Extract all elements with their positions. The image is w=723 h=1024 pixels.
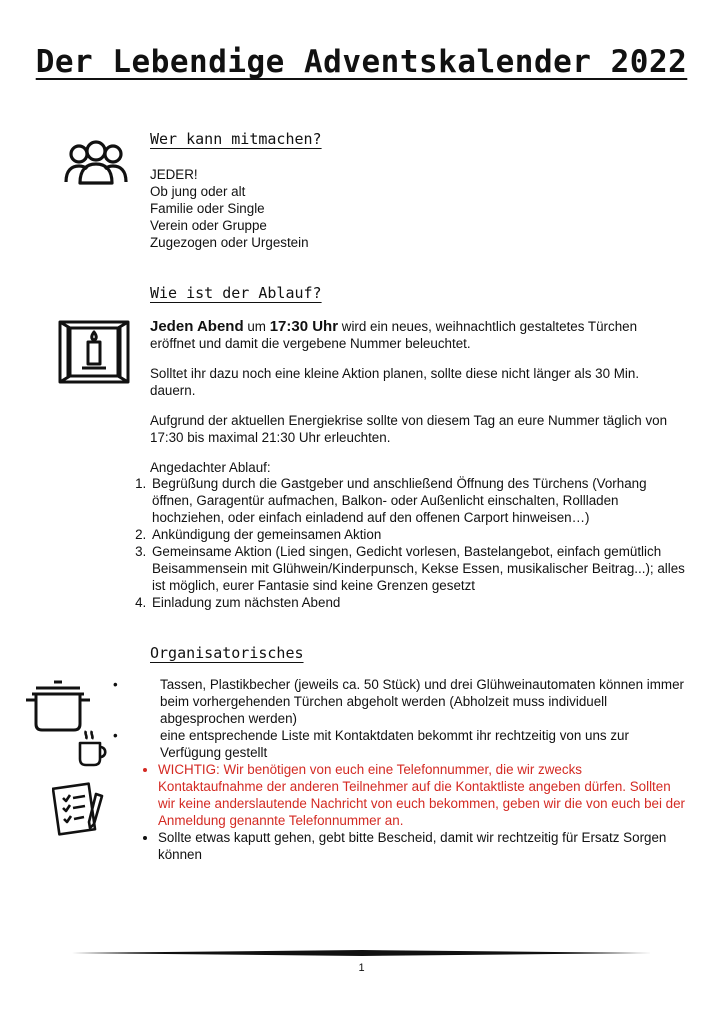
people-icon: [62, 140, 130, 186]
participants-list: [150, 166, 670, 251]
intro-bold-evening: Jeden Abend: [150, 318, 244, 335]
list-item-text: eine entsprechende Liste mit Kontaktdaten bekommt ihr rechtzeitig von uns zur Verfügung gestellt: [160, 728, 629, 760]
procedure-paragraph: Angedachter Ablauf:: [150, 460, 271, 475]
checklist-icon: [52, 780, 108, 838]
list-item: [113, 676, 690, 727]
page-title: Der Lebendige Adventskalender 2022: [35, 44, 688, 80]
bullet: •: [113, 728, 118, 743]
participants-line: Verein oder Gruppe: [150, 218, 267, 233]
procedure-paragraph: Solltet ihr dazu noch eine kleine Aktion planen, sollte diese nicht länger als 30 Min. dauern.: [150, 366, 640, 398]
participants-line: JEDER!: [150, 167, 198, 182]
participants-line: Zugezogen oder Urgestein: [150, 235, 309, 250]
participants-line: Ob jung oder alt: [150, 184, 246, 199]
list-item-text: Tassen, Plastikbecher (jeweils ca. 50 Stück) und drei Glühweinautomaten können immer beim vorhergehenden Türchen abgeholt werden (Abholzeit muss individuell abgesprochen werden): [160, 677, 684, 726]
list-item: 2. Ankündigung der gemeinsamen Aktion: [150, 526, 690, 543]
procedure-paragraph: Aufgrund der aktuellen Energiekrise sollte von diesem Tag an eure Nummer täglich von 17:30 bis maximal 21:30 Uhr erleuchten.: [150, 413, 668, 445]
list-item: 1. Begrüßung durch die Gastgeber und anschließend Öffnung des Türchens (Vorhang öffnen, Garagentür aufmachen, Balkon- oder Außenlicht einschalten, Rollladen hochziehen, oder einfach einladend auf den offenen Carport hinweisen…): [150, 475, 690, 526]
procedure-intro: [150, 318, 670, 352]
intro-text: wird ein neues, weihnachtlich gestaltetes Türchen eröffnet und damit die vergebene Nummer beleuchtet.: [150, 319, 638, 351]
list-item: • Sollte etwas kaputt gehen, gebt bitte Bescheid, damit wir rechtzeitig für Ersatz Sorgen können: [158, 829, 690, 863]
procedure-text: [150, 318, 670, 476]
participants-line: Familie oder Single: [150, 201, 265, 216]
footer-divider: [72, 948, 652, 958]
page-number: 1: [358, 962, 365, 974]
bullet: •: [113, 677, 118, 692]
intro-text: um: [243, 319, 270, 334]
list-item: 4. Einladung zum nächsten Abend: [150, 594, 690, 611]
intro-bold-time: 17:30 Uhr: [269, 318, 339, 335]
section-heading-organisation: Organisatorisches: [150, 644, 304, 662]
section-heading-participants: Wer kann mitmachen?: [150, 130, 322, 148]
list-item: 3. Gemeinsame Aktion (Lied singen, Gedicht vorlesen, Bastelangebot, einfach gemütlich Beisammensein mit Glühwein/Kinderpunsch, Kekse Essen, musikalischer Beitrag...); alles ist möglich, eurer Fantasie sind keine Grenzen gesetzt: [150, 543, 690, 594]
organisation-list: [113, 676, 690, 863]
coffee-cup-icon: [76, 727, 110, 767]
list-item: [113, 727, 690, 761]
section-heading-procedure: Wie ist der Ablauf?: [150, 284, 322, 302]
list-item-important: • WICHTIG: Wir benötigen von euch eine Telefonnummer, die wir zwecks Kontaktaufnahme der anderen Teilnehmer auf die Kontaktliste angeben dürfen. Sollten wir keine anderslautende Nachricht von euch bekommen, geben wir die von euch bei der Anmeldung genannte Telefonnummer an.: [158, 761, 690, 829]
candle-window-icon: [56, 318, 132, 386]
cooking-pot-icon: [22, 676, 94, 732]
procedure-steps: [128, 475, 690, 611]
